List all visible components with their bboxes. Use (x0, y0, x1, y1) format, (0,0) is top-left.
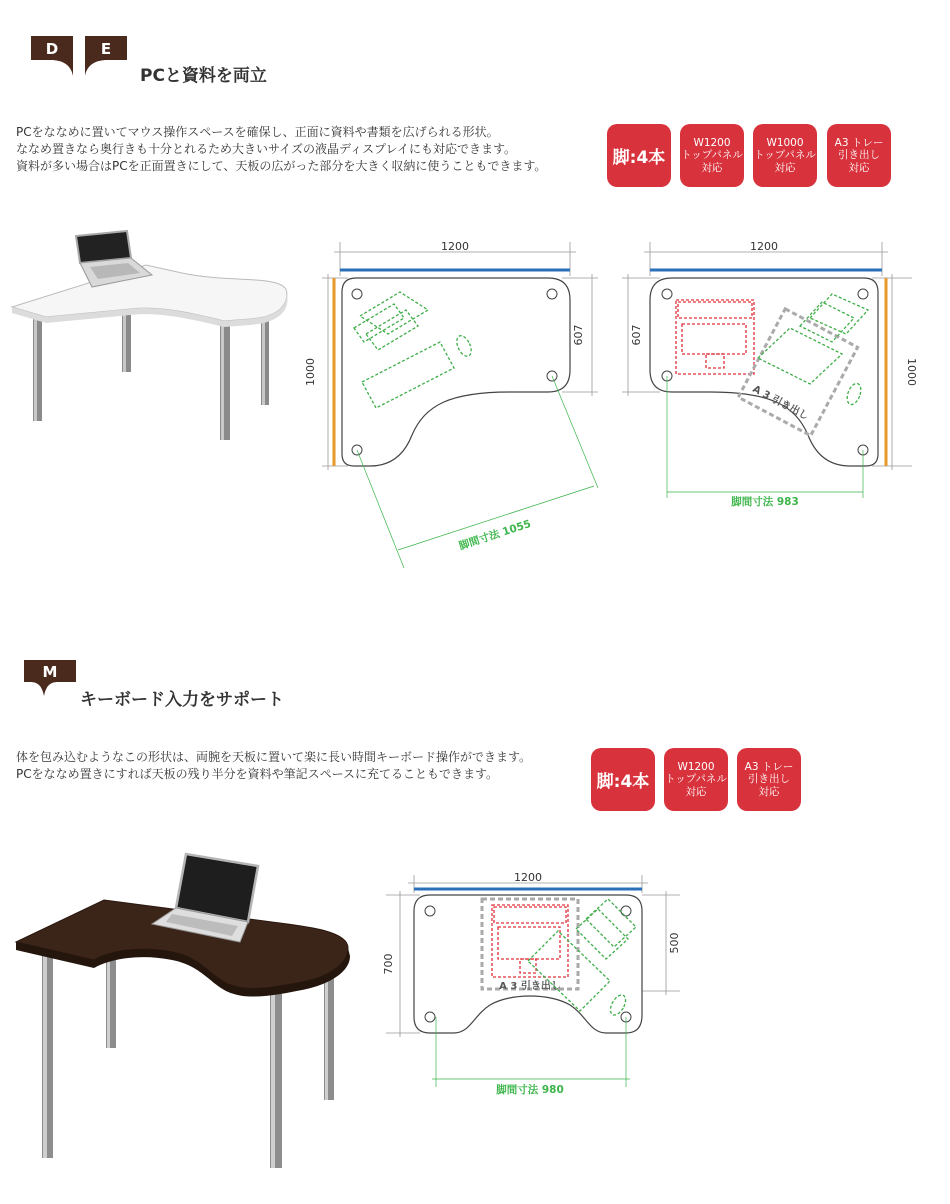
badge-a3-tray: A3 トレー 引き出し 対応 (737, 748, 801, 811)
dim-leg-span: 脚間寸法 983 (731, 496, 799, 508)
section-m-description-2: PCをななめ置きにすれば天板の残り半分を資料や筆記スペースに充てることもできます。 (16, 767, 499, 781)
desk-outline (650, 278, 878, 466)
dim-side: 500 (668, 932, 681, 954)
section-de-title: PCと資料を両立 (140, 66, 267, 86)
dim-depth: 1000 (905, 358, 918, 386)
dim-side: 607 (630, 324, 643, 346)
tray-label: A 3 引き出し (499, 981, 561, 992)
badge-w1200-panel: W1200 トップパネル 対応 (680, 124, 744, 187)
dim-depth: 700 (382, 953, 395, 975)
section-de-description-1: PCをななめに置いてマウス操作スペースを確保し、正面に資料や書類を広げられる形状。 (16, 125, 499, 139)
tab-m (24, 660, 66, 700)
plan-diagram-left (300, 230, 600, 580)
white-desk-photo (10, 225, 300, 445)
tab-e-letter: E (100, 40, 112, 58)
badge-w1000-panel: W1000 トップパネル 対応 (753, 124, 817, 187)
section-m-description-1: 体を包み込むようなこの形状は、両腕を天板に置いて楽に長い時間キーボード操作ができます。 (16, 750, 532, 764)
badge-w1200-panel: W1200 トップパネル 対応 (664, 748, 728, 811)
dim-side: 607 (572, 324, 585, 346)
plan-diagram-m (380, 865, 700, 1105)
dim-width: 1200 (441, 240, 469, 253)
walnut-desk-photo (12, 850, 362, 1175)
badge-a3-tray: A3 トレー 引き出し 対応 (827, 124, 891, 187)
badge-legs: 脚:4本 (591, 748, 655, 811)
plan-diagram-right (620, 230, 920, 520)
section-m-title: キーボード入力をサポート (80, 690, 284, 710)
dim-width: 1200 (750, 240, 778, 253)
tab-m-letter: M (42, 663, 58, 681)
dim-width: 1200 (514, 871, 542, 884)
section-de-description-2: ななめ置きなら奥行きも十分とれるため大きいサイズの液晶ディスプレイにも対応できます。 (16, 142, 517, 156)
leg-span-guide (552, 376, 598, 488)
tab-e (85, 36, 127, 76)
tab-d-letter: D (45, 40, 59, 58)
desk-outline (342, 278, 570, 466)
dim-leg-span: 脚間寸法 980 (496, 1084, 564, 1096)
badge-legs: 脚:4本 (607, 124, 671, 187)
desk-outline (414, 895, 642, 1033)
section-de-description-3: 資料が多い場合はPCを正面置きにして、天板の広がった部分を大きく収納に使うこともできます。 (16, 159, 547, 173)
tab-d (31, 36, 73, 76)
dim-depth: 1000 (304, 358, 317, 386)
tray-label: A 3 引き出し (750, 383, 811, 423)
laptop-screen (76, 231, 131, 263)
dim-leg-span: 脚間寸法 1055 (457, 517, 533, 553)
